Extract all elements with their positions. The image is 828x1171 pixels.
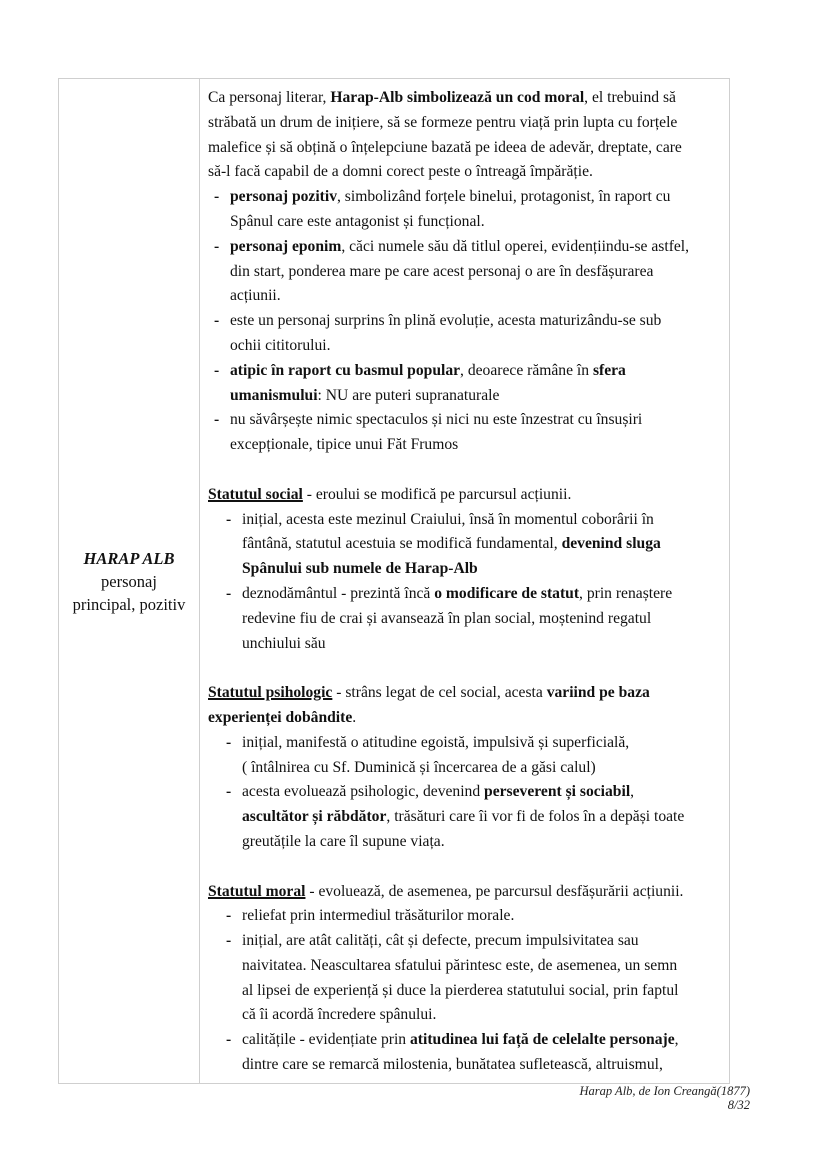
text-line bbox=[208, 160, 728, 185]
text-run: să-l facă capabil de a domni corect peste o întreagă împărăție. bbox=[208, 163, 593, 181]
bullet-dash: - bbox=[226, 584, 232, 602]
bullet-dash: - bbox=[226, 510, 232, 528]
emphasis-text: personaj eponim bbox=[230, 237, 342, 255]
emphasis-text: perseverent și sociabil bbox=[484, 783, 631, 801]
bullet-line bbox=[208, 359, 728, 384]
text-line bbox=[208, 681, 728, 706]
text-run: acesta evoluează psihologic, devenind bbox=[242, 783, 485, 801]
text-run: al lipsei de experiență și duce la pierderea statutului social, prin faptul bbox=[242, 981, 679, 999]
text-line bbox=[208, 979, 728, 1004]
footer-source: Harap Alb, de Ion Creangă(1877) bbox=[579, 1084, 750, 1098]
character-cell bbox=[59, 79, 200, 1083]
text-run: Spânul care este antagonist și funcțional. bbox=[230, 212, 485, 230]
text-line bbox=[208, 284, 728, 309]
emphasis-text: atitudinea lui față de celelalte personaje bbox=[410, 1031, 675, 1049]
page-number: 8/32 bbox=[727, 1098, 750, 1112]
text-run: naivitatea. Neascultarea sfatului părintesc este, de asemenea, un semn bbox=[242, 956, 678, 974]
text-line bbox=[208, 880, 728, 905]
text-line bbox=[208, 384, 728, 409]
text-run: că îi acordă încredere spânului. bbox=[242, 1006, 437, 1024]
text-line bbox=[208, 433, 728, 458]
emphasis-text: o modificare de statut bbox=[434, 584, 580, 602]
bullet-dash: - bbox=[214, 188, 220, 206]
text-run: este un personaj surprins în plină evoluție, acesta maturizându-se sub bbox=[230, 312, 662, 330]
bullet-line bbox=[208, 309, 728, 334]
bullet-dash: - bbox=[226, 783, 232, 801]
text-line bbox=[208, 1053, 728, 1078]
text-line bbox=[208, 210, 728, 235]
text-run: reliefat prin intermediul trăsăturilor morale. bbox=[242, 907, 515, 925]
emphasis-text: experienței dobândite bbox=[208, 708, 353, 726]
text-run: dintre care se remarcă milostenia, bunătatea sufletească, altruismul, bbox=[242, 1056, 663, 1074]
bullet-dash: - bbox=[214, 312, 220, 330]
bullet-dash: - bbox=[226, 932, 232, 950]
text-run: , căci numele său dă titlul operei, evidențiindu-se astfel, bbox=[341, 237, 690, 255]
text-run: , el trebuind să bbox=[584, 89, 676, 106]
text-line bbox=[208, 86, 728, 111]
emphasis-text: Spânului sub numele de Harap-Alb bbox=[242, 560, 478, 578]
text-run: , bbox=[674, 1031, 679, 1049]
section-heading: Statutul social bbox=[208, 485, 303, 503]
bullet-line bbox=[208, 508, 728, 533]
text-run: . bbox=[352, 708, 357, 726]
text-run: - strâns legat de cel social, acesta bbox=[332, 684, 547, 702]
text-line bbox=[208, 557, 728, 582]
bullet-line bbox=[208, 1028, 728, 1053]
bullet-dash: - bbox=[214, 411, 220, 429]
emphasis-text: variind pe baza bbox=[546, 684, 650, 702]
character-name: HARAP ALB bbox=[83, 548, 175, 568]
text-run: unchiului său bbox=[242, 634, 326, 652]
blank-line bbox=[208, 855, 728, 880]
text-line bbox=[208, 1003, 728, 1028]
text-run: inițial, are atât calități, cât și defecte, precum impulsivitatea sau bbox=[242, 932, 639, 950]
emphasis-text: ascultător și răbdător bbox=[242, 808, 387, 826]
bullet-dash: - bbox=[226, 1031, 232, 1049]
page-footer bbox=[580, 1084, 750, 1112]
text-line bbox=[208, 111, 728, 136]
text-line bbox=[208, 830, 728, 855]
text-line bbox=[208, 136, 728, 161]
text-run: ( întâlnirea cu Sf. Duminică și încercarea de a găsi calul) bbox=[242, 758, 596, 776]
text-run: din start, ponderea mare pe care acest personaj o are în desfășurarea bbox=[230, 262, 654, 280]
bullet-line bbox=[208, 235, 728, 260]
text-run: malefice și să obțină o înțelepciune bazată pe ideea de adevăr, dreptate, care bbox=[208, 138, 682, 156]
emphasis-text: Harap-Alb simbolizează un cod moral bbox=[330, 89, 585, 106]
character-role: principal, pozitiv bbox=[72, 594, 186, 614]
bullet-line bbox=[208, 185, 728, 210]
bullet-line bbox=[208, 929, 728, 954]
character-description bbox=[208, 86, 728, 1078]
bullet-line bbox=[208, 904, 728, 929]
blank-line bbox=[208, 458, 728, 483]
text-run: inițial, manifestă o atitudine egoistă, impulsivă și superficială, bbox=[242, 733, 630, 751]
text-run: , simbolizând forțele binelui, protagonist, în raport cu bbox=[337, 188, 671, 206]
text-run: deznodământul - prezintă încă bbox=[242, 584, 435, 602]
blank-line bbox=[208, 656, 728, 681]
text-line bbox=[208, 483, 728, 508]
emphasis-text: atipic în raport cu basmul popular bbox=[230, 361, 461, 379]
text-line bbox=[208, 260, 728, 285]
text-run: - evoluează, de asemenea, pe parcursul desfășurării acțiunii. bbox=[305, 882, 684, 900]
emphasis-text: devenind sluga bbox=[561, 535, 661, 553]
text-run: ochii cititorului. bbox=[230, 336, 331, 354]
character-table bbox=[58, 78, 730, 1084]
bullet-dash: - bbox=[214, 361, 220, 379]
text-line bbox=[208, 706, 728, 731]
text-run: inițial, acesta este mezinul Craiului, însă în momentul coborârii în bbox=[242, 510, 654, 528]
text-line bbox=[208, 805, 728, 830]
text-run: Ca personaj literar, bbox=[208, 89, 331, 106]
text-run: excepționale, tipice unui Făt Frumos bbox=[230, 436, 459, 454]
text-run: nu săvârșește nimic spectaculos și nici nu este înzestrat cu însușiri bbox=[230, 411, 643, 429]
text-run: redevine fiu de crai și avansează în plan social, moștenind regatul bbox=[242, 609, 652, 627]
bullet-dash: - bbox=[226, 733, 232, 751]
text-run: calitățile - evidențiate prin bbox=[242, 1031, 410, 1049]
text-run: greutățile la care îl supune viața. bbox=[242, 832, 445, 850]
text-run: străbată un drum de inițiere, să se formeze pentru viață prin lupta cu forțele bbox=[208, 113, 678, 131]
text-run: fântână, statutul acestuia se modifică fundamental, bbox=[242, 535, 562, 553]
text-line bbox=[208, 334, 728, 359]
bullet-line bbox=[208, 582, 728, 607]
text-line bbox=[208, 532, 728, 557]
text-run: , trăsături care îi vor fi de folos în a depăși toate bbox=[386, 808, 685, 826]
bullet-dash: - bbox=[214, 237, 220, 255]
text-run: , deoarece rămâne în bbox=[460, 361, 593, 379]
bullet-line bbox=[208, 408, 728, 433]
character-type: personaj bbox=[101, 571, 157, 591]
text-line bbox=[208, 954, 728, 979]
section-heading: Statutul psihologic bbox=[208, 684, 333, 702]
text-run: - eroului se modifică pe parcursul acțiunii. bbox=[302, 485, 572, 503]
bullet-dash: - bbox=[226, 907, 232, 925]
bullet-line bbox=[208, 731, 728, 756]
text-run: acțiunii. bbox=[230, 287, 281, 305]
text-line bbox=[208, 607, 728, 632]
emphasis-text: umanismului bbox=[230, 386, 318, 404]
text-line bbox=[208, 632, 728, 657]
text-run: : NU are puteri supranaturale bbox=[317, 386, 500, 404]
text-run: , prin renaștere bbox=[579, 584, 673, 602]
text-line bbox=[208, 756, 728, 781]
emphasis-text: personaj pozitiv bbox=[230, 188, 337, 206]
section-heading: Statutul moral bbox=[208, 882, 306, 900]
emphasis-text: sfera bbox=[592, 361, 626, 379]
bullet-line bbox=[208, 780, 728, 805]
text-run: , bbox=[630, 783, 635, 801]
